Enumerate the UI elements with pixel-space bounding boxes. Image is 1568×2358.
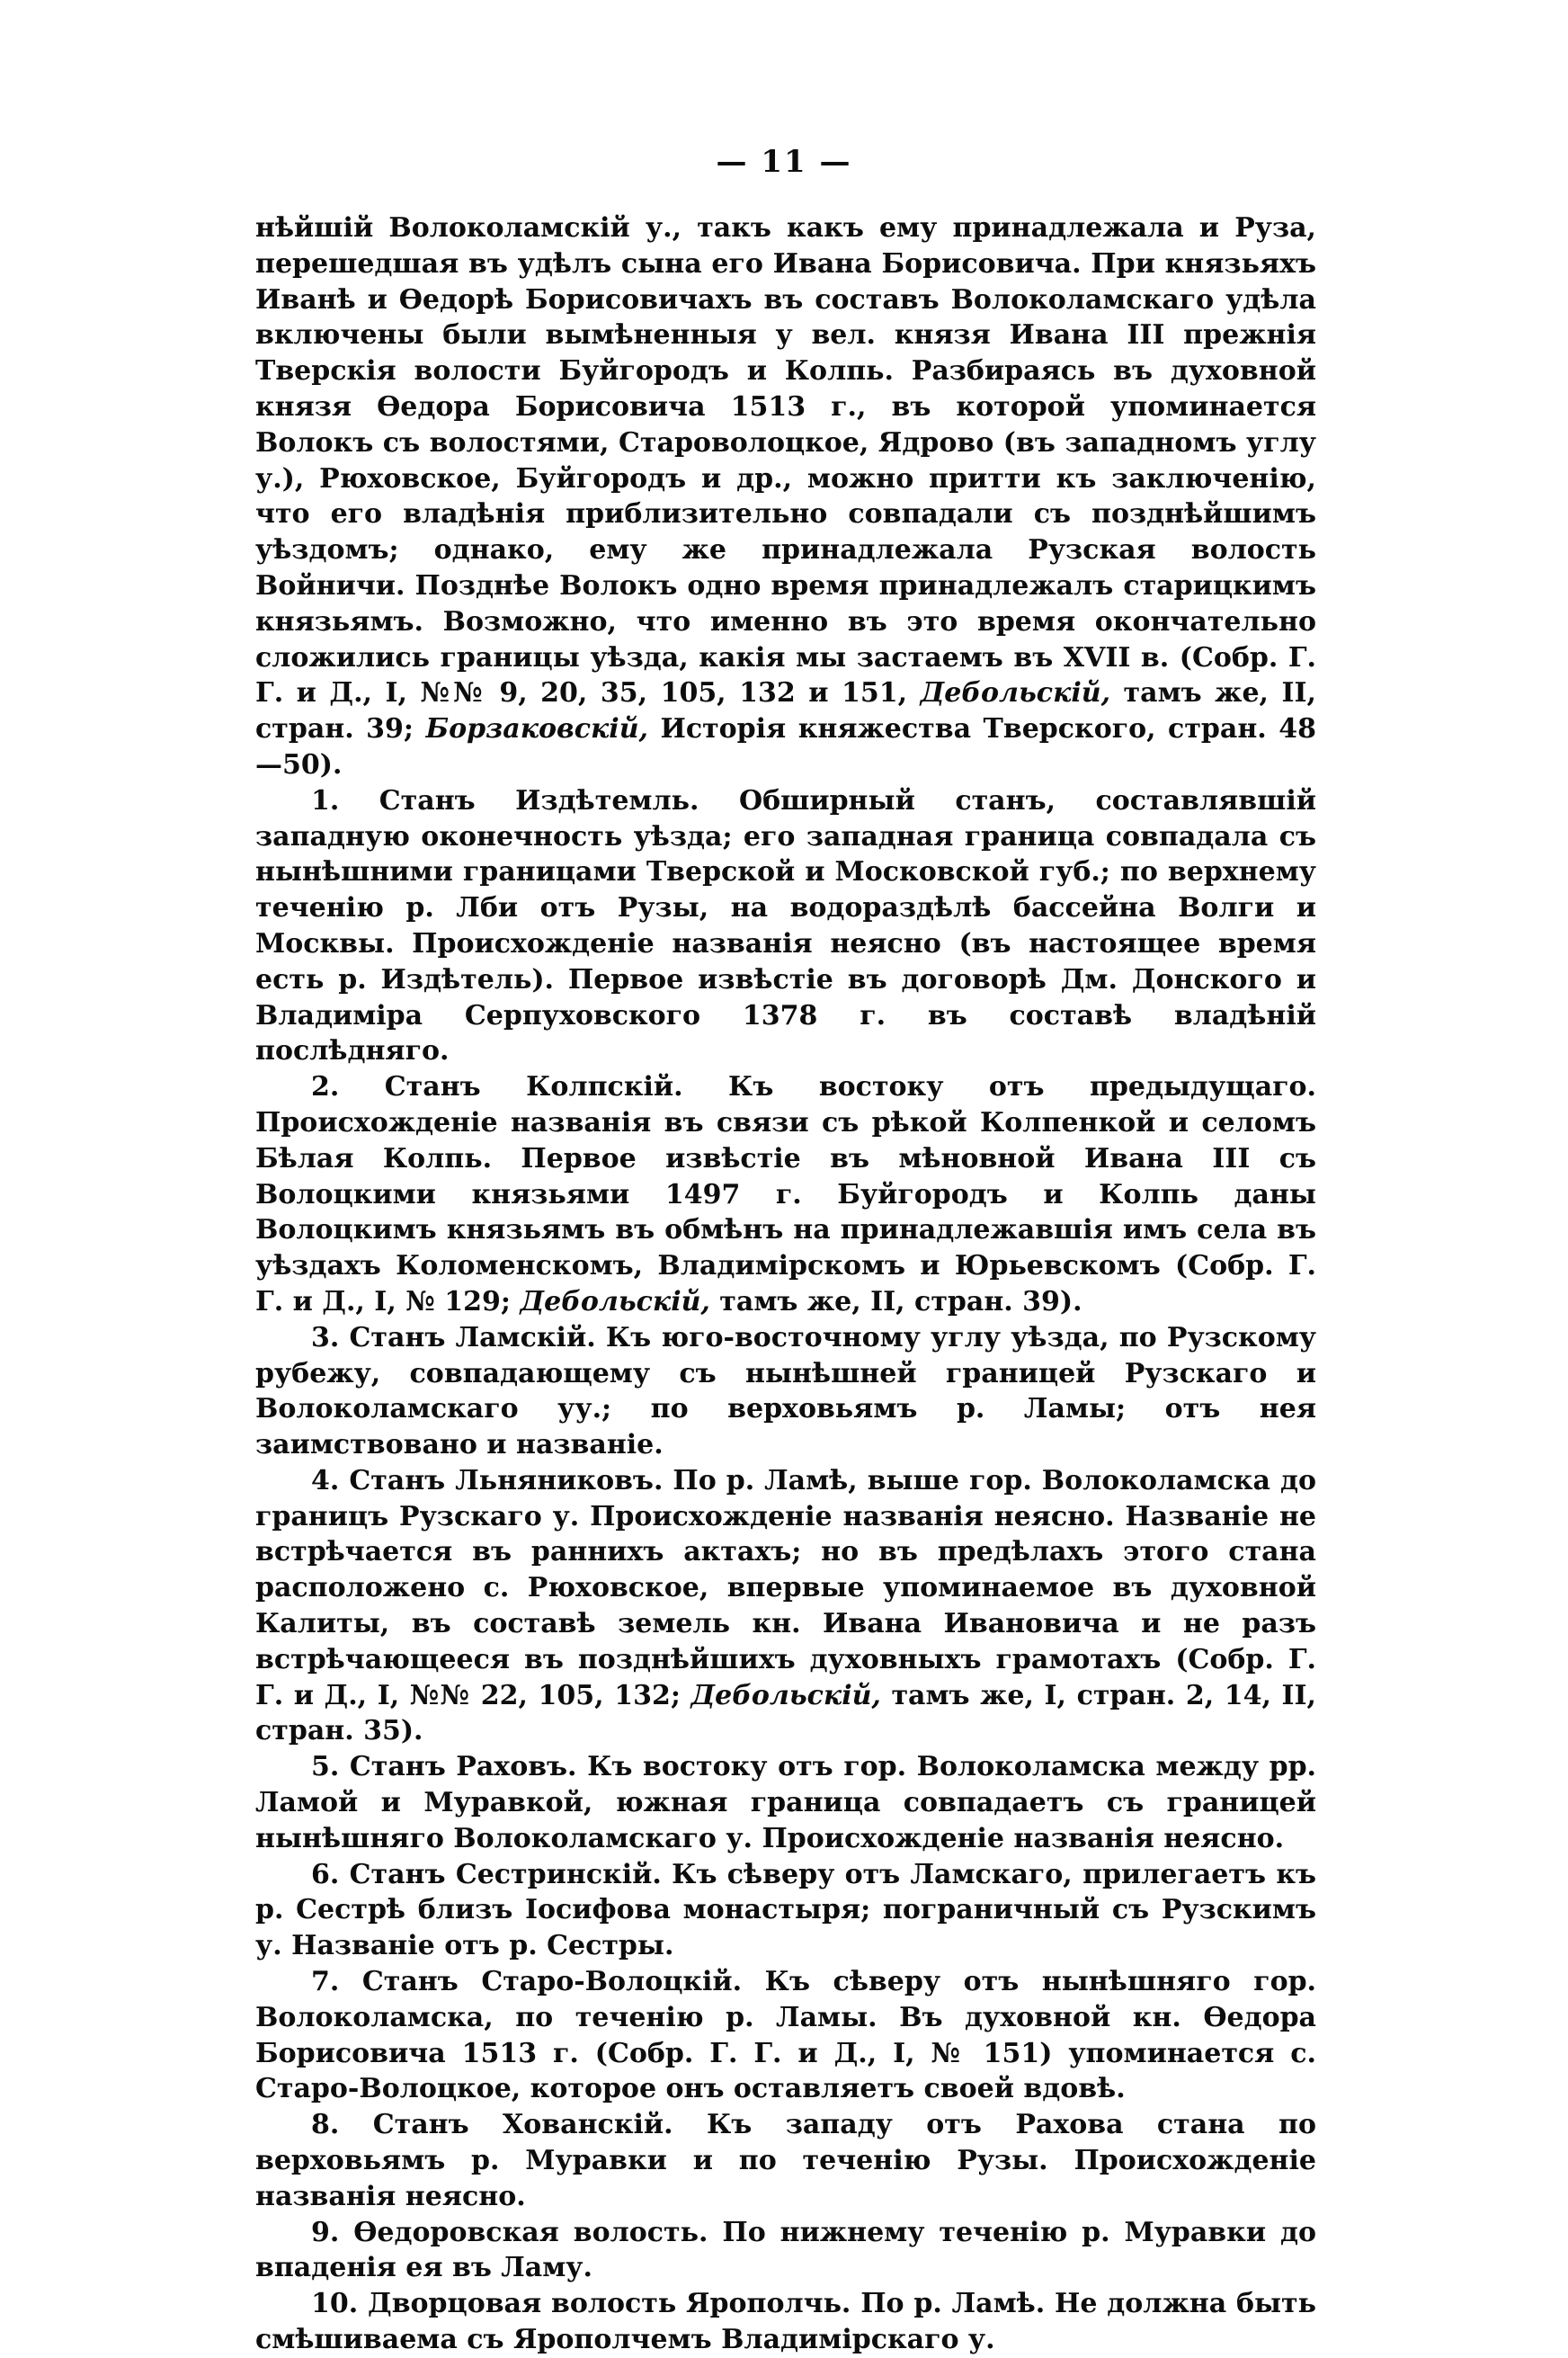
- list-item-stan-8: [255, 2107, 1316, 2214]
- author-reference: Дебольскій,: [520, 1285, 710, 1317]
- intro-text-part1: нѣйшій Волоколамскій у., такъ какъ ему принадлежала и Руза, перешедшая въ удѣлъ сына его Ивана Борисовича. При князьяхъ Иванѣ и Ѳедорѣ Борисовичахъ въ составъ Волоколамскаго удѣла включены были вымѣненныя у вел. князя Ивана III прежнія Тверскія волости Буйгородъ и Колпь. Разбираясь въ духовной князя Ѳедора Борисовича 1513 г., въ которой упоминается Волокъ съ волостями, Староволоцкое, Ядрово (въ западномъ углу у.), Рюховское, Буйгородъ и др., можно притти къ заключенію, что его владѣнія приблизительно совпадали съ позднѣйшимъ уѣздомъ; однако, ему же принадлежала Рузская волость Войничи. Позднѣе Волокъ одно время принадлежалъ старицкимъ князьямъ. Возможно, что именно въ это время окончательно сложились границы уѣзда, какія мы застаемъ въ XVII в. (Собр. Г. Г. и Д., I, №№ 9, 20, 35, 105, 132 и 151,: [255, 212, 1316, 710]
- list-item-stan-1: [255, 783, 1316, 1069]
- entry-text: 10. Дворцовая волость Ярополчь. По р. Ламѣ. Не должна быть смѣшиваема съ Ярополчемъ Владимірскаго у.: [255, 2288, 1316, 2356]
- entry-text: 2. Станъ Колпскій. Къ востоку отъ предыдущаго. Происхожденіе названія въ связи съ рѣкой Колпенкой и селомъ Бѣлая Колпь. Первое извѣстіе въ мѣновной Ивана III съ Волоцкими князьями 1497 г. Буйгородъ и Колпь даны Волоцкимъ князьямъ въ обмѣнъ на принадлежавшія имъ села въ уѣздахъ Коломенскомъ, Владимірскомъ и Юрьевскомъ (Собр. Г. Г. и Д., I, № 129;: [255, 1071, 1316, 1317]
- entry-text: 1. Станъ Издѣтемль. Обширный станъ, составлявшій западную оконечность уѣзда; его западная граница совпадала съ нынѣшними границами Тверской и Московской губ.; по верхнему теченію р. Лби отъ Рузы, на водораздѣлѣ бассейна Волги и Москвы. Происхожденіе названія неясно (въ настоящее время есть р. Издѣтель). Первое извѣстіе въ договорѣ Дм. Донского и Владиміра Серпуховского 1378 г. въ составѣ владѣній послѣдняго.: [255, 784, 1316, 1067]
- intro-text-part3: Исторія княжества Тверского, стран. 48—50).: [255, 713, 1316, 781]
- author-reference: Дебольскій,: [690, 1679, 881, 1711]
- list-item-volost-9: [255, 2215, 1316, 2287]
- entry-text: 4. Станъ Льняниковъ. По р. Ламѣ, выше гор. Волоколамска до границъ Рузскаго у. Происхожденіе названія неясно. Названіе не встрѣчается въ раннихъ актахъ; но въ предѣлахъ этого стана расположено с. Рюховское, впервые упоминаемое въ духовной Калиты, въ составѣ земель кн. Ивана Ивановича и не разъ встрѣчающееся въ позднѣйшихъ духовныхъ грамотахъ (Собр. Г. Г. и Д., I, №№ 22, 105, 132;: [255, 1464, 1316, 1711]
- author-reference: Дебольскій,: [920, 677, 1111, 710]
- list-item-stan-4: [255, 1463, 1316, 1749]
- entry-tail: тамъ же, I, стран. 2, 14, II, стран. 35).: [255, 1679, 1316, 1747]
- entry-text: 9. Ѳедоровская волость. По нижнему теченію р. Муравки до впаденія ея въ Ламу.: [255, 2216, 1316, 2284]
- author-reference: Борзаковскій,: [425, 713, 648, 746]
- entry-text: 8. Станъ Хованскій. Къ западу отъ Рахова стана по верховьямъ р. Муравки и по теченію Рузы. Происхожденіе названія неясно.: [255, 2109, 1316, 2212]
- entry-text: 6. Станъ Сестринскій. Къ сѣверу отъ Ламскаго, прилегаетъ къ р. Сестрѣ близъ Іосифова монастыря; пограничный съ Рузскимъ у. Названіе отъ р. Сестры.: [255, 1858, 1316, 1962]
- list-item-stan-6: [255, 1857, 1316, 1964]
- list-item-stan-5: [255, 1749, 1316, 1856]
- entry-text: 7. Станъ Старо-Волоцкій. Къ сѣверу отъ нынѣшняго гор. Волоколамска, по теченію р. Ламы. Въ духовной кн. Ѳедора Борисовича 1513 г. (Собр. Г. Г. и Д., I, № 151) упоминается с. Старо-Волоцкое, которое онъ оставляетъ своей вдовѣ.: [255, 1966, 1316, 2105]
- list-item-stan-3: [255, 1320, 1316, 1463]
- intro-text-part2: тамъ же, II, стран. 39;: [255, 677, 1316, 746]
- list-item-stan-7: [255, 1964, 1316, 2107]
- page-number: — 11 —: [716, 144, 852, 180]
- list-item-volost-10: [255, 2286, 1316, 2358]
- list-item-stan-2: [255, 1069, 1316, 1320]
- entry-text: 3. Станъ Ламскій. Къ юго-восточному углу уѣзда, по Рузскому рубежу, совпадающему съ нынѣшней границей Рузскаго и Волоколамскаго уу.; по верховьямъ р. Ламы; отъ нея заимствовано и названіе.: [255, 1321, 1316, 1461]
- document-body: [255, 210, 1316, 2358]
- entry-text: 5. Станъ Раховъ. Къ востоку отъ гор. Волоколамска между рр. Ламой и Муравкой, южная граница совпадаетъ съ границей нынѣшняго Волоколамскаго у. Происхожденіе названія неясно.: [255, 1751, 1316, 1854]
- entry-tail: тамъ же, II, стран. 39).: [709, 1285, 1082, 1317]
- intro-paragraph: [255, 210, 1316, 783]
